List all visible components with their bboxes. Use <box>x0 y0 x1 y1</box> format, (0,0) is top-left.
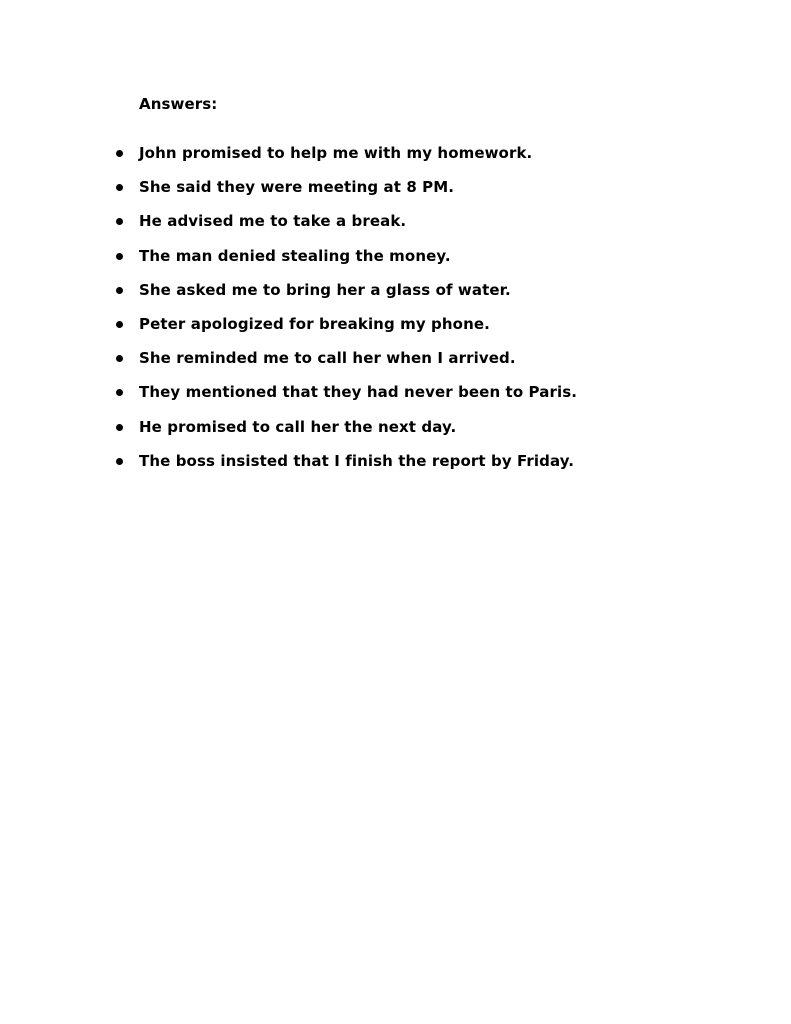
answer-text: Peter apologized for breaking my phone. <box>139 314 490 333</box>
answer-text: The boss insisted that I finish the report by Friday. <box>139 451 575 470</box>
answers-heading: Answers: <box>139 95 218 113</box>
bullet-icon <box>116 458 123 465</box>
answer-text: She reminded me to call her when I arrived. <box>139 349 516 368</box>
answer-text: The man denied stealing the money. <box>139 246 451 265</box>
answer-item-5 <box>0 280 791 314</box>
answer-item-4 <box>0 246 791 280</box>
answer-item-2 <box>0 177 791 211</box>
answer-item-1 <box>0 143 791 177</box>
bullet-icon <box>116 218 123 225</box>
bullet-icon <box>116 321 123 328</box>
bullet-icon <box>116 253 123 260</box>
answer-item-9 <box>0 417 791 451</box>
answer-text: She said they were meeting at 8 PM. <box>139 178 455 197</box>
bullet-icon <box>116 389 123 396</box>
bullet-icon <box>116 287 123 294</box>
answer-item-10 <box>0 451 791 485</box>
answer-text: She asked me to bring her a glass of water. <box>139 280 511 299</box>
answer-item-7 <box>0 348 791 382</box>
bullet-icon <box>116 184 123 191</box>
answer-text: He advised me to take a break. <box>139 212 407 231</box>
bullet-icon <box>116 150 123 157</box>
answer-item-6 <box>0 314 791 348</box>
answer-text: He promised to call her the next day. <box>139 417 457 436</box>
answer-list <box>0 143 791 485</box>
answer-item-8 <box>0 382 791 416</box>
bullet-icon <box>116 424 123 431</box>
answer-item-3 <box>0 211 791 245</box>
bullet-icon <box>116 355 123 362</box>
answer-text: John promised to help me with my homework. <box>139 144 533 162</box>
answer-text: They mentioned that they had never been to Paris. <box>139 383 578 402</box>
